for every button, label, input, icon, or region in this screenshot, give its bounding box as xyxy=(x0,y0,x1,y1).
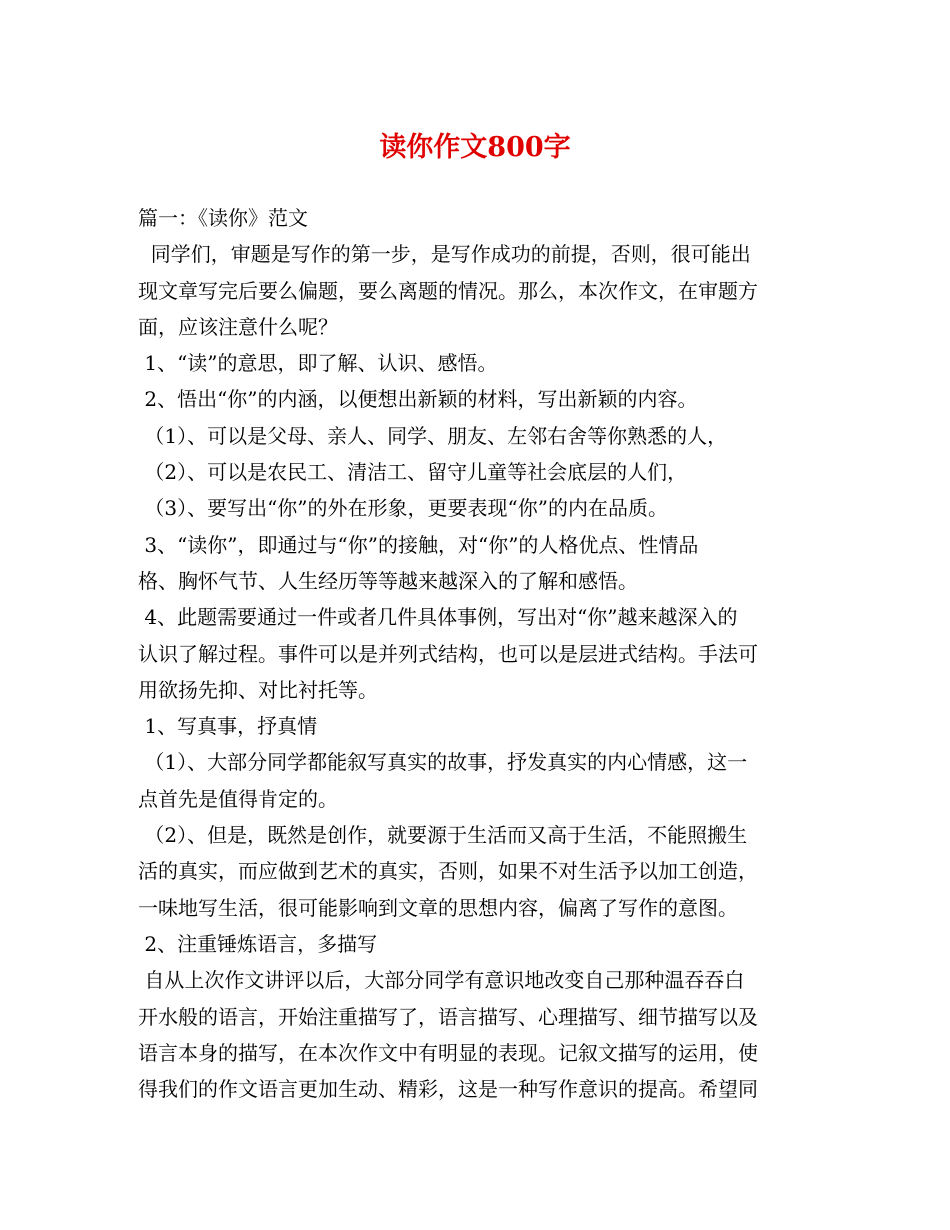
list-item-line: 2、注重锤炼语言，多描写 xyxy=(138,931,378,956)
sub-list-item-line: （1）、可以是父母、亲人、同学、朋友、左邻右舍等你熟悉的人， xyxy=(138,423,728,448)
paragraph-line: 格、胸怀气节、人生经历等等越来越深入的了解和感悟。 xyxy=(138,568,638,593)
paragraph-line: 面，应该注意什么呢？ xyxy=(138,314,338,339)
document-body xyxy=(138,200,818,1107)
list-item-line: 2、悟出“你”的内涵，以便想出新颖的材料，写出新颖的内容。 xyxy=(138,387,698,412)
list-item-line: 4、此题需要通过一件或者几件具体事例，写出对“你”越来越深入的 xyxy=(138,605,738,630)
document-title: 读你作文800字 xyxy=(379,132,571,163)
paragraph-line: 现文章写完后要么偏题，要么离题的情况。那么，本次作文，在审题方 xyxy=(138,278,758,303)
paragraph-line: 活的真实，而应做到艺术的真实，否则，如果不对生活予以加工创造， xyxy=(138,859,758,884)
list-item-line: 3、“读你”，即通过与“你”的接触，对“你”的人格优点、性情品 xyxy=(138,532,699,557)
paragraph-line: 语言本身的描写，在本次作文中有明显的表现。记叙文描写的运用，使 xyxy=(138,1040,758,1065)
sub-list-item-line: （2）、但是，既然是创作，就要源于生活而又高于生活，不能照搬生 xyxy=(138,823,748,848)
paragraph-line: 点首先是值得肯定的。 xyxy=(138,786,338,811)
paragraph-line: 一味地写生活，很可能影响到文章的思想内容，偏离了写作的意图。 xyxy=(138,895,738,920)
list-item-line: 1、“读”的意思，即了解、认识、感悟。 xyxy=(138,351,498,376)
paragraph-line: 用欲扬先抑、对比衬托等。 xyxy=(138,677,378,702)
sub-list-item-line: （3）、要写出“你”的外在形象，更要表现“你”的内在品质。 xyxy=(138,496,668,521)
paragraph-line: 得我们的作文语言更加生动、精彩，这是一种写作意识的提高。希望同 xyxy=(138,1077,758,1102)
sub-list-item-line: （1）、大部分同学都能叙写真实的故事，抒发真实的内心情感，这一 xyxy=(138,750,748,775)
list-item-line: 1、写真事，抒真情 xyxy=(138,714,318,739)
paragraph-line: 开水般的语言，开始注重描写了，语言描写、心理描写、细节描写以及 xyxy=(138,1004,758,1029)
paragraph-line: 自从上次作文讲评以后，大部分同学有意识地改变自己那种温吞吞白 xyxy=(138,968,745,993)
paragraph-line: 同学们，审题是写作的第一步，是写作成功的前提，否则，很可能出 xyxy=(138,242,751,267)
section-heading: 篇一：《读你》范文 xyxy=(138,206,308,230)
paragraph-line: 认识了解过程。事件可以是并列式结构，也可以是层进式结构。手法可 xyxy=(138,641,758,666)
sub-list-item-line: （2）、可以是农民工、清洁工、留守儿童等社会底层的人们， xyxy=(138,460,688,485)
